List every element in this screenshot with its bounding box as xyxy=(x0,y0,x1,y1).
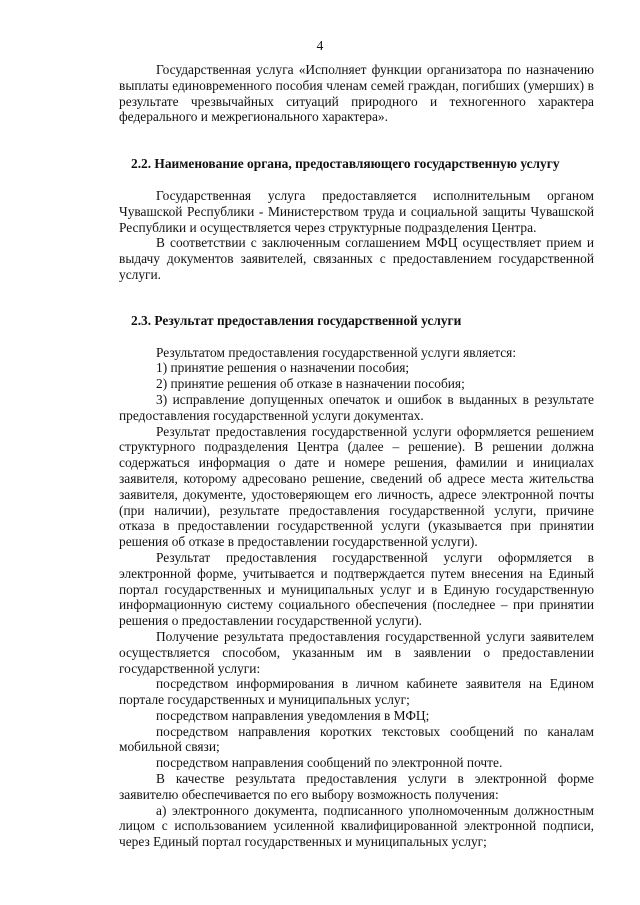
list-item: 1) принятие решения о назначении пособия; xyxy=(156,360,410,376)
list-item: посредством направления сообщений по электронной почте. xyxy=(156,755,503,771)
page-number: 4 xyxy=(316,38,324,53)
intro-paragraph: Государственная услуга «Исполняет функции организатора по назначению выплаты единовременного пособия членам семей граждан, погибших (умерших) в результате чрезвычайных ситуаций природного и техногенного характера федерального и межрегионального характера». xyxy=(119,62,594,125)
paragraph: Результатом предоставления государственной услуги является: xyxy=(156,344,517,360)
list-item: посредством направления уведомления в МФЦ; xyxy=(156,707,430,723)
spacer xyxy=(119,172,594,188)
section-heading: 2.2. Наименование органа, предоставляющего государственную услугу xyxy=(131,156,560,172)
list-item: посредством направления коротких текстовых сообщений по каналам мобильной связи; xyxy=(119,723,594,755)
paragraph: В соответствии с заключенным соглашением МФЦ осуществляет прием и выдачу документов заявителей, связанных с предоставлением государственной услуги. xyxy=(119,235,594,282)
spacer xyxy=(119,329,594,345)
section-2-3 xyxy=(119,313,594,850)
list-item: посредством информирования в личном кабинете заявителя на Едином портале государственных и муниципальных услуг; xyxy=(119,676,594,708)
paragraph: Результат предоставления государственной услуги оформляется в электронной форме, учитывается и подтверждается путем внесения на Единый портал государственных и муниципальных услуг и в Единую государственную информационную систему социального обеспечения (последнее – при принятии решения о предоставлении государственной услуги). xyxy=(119,549,594,629)
list-item: 2) принятие решения об отказе в назначении пособия; xyxy=(156,376,465,392)
list-item: 3) исправление допущенных опечаток и ошибок в выданных в результате предоставления государственной услуги документах. xyxy=(119,391,594,423)
spacer xyxy=(119,283,594,313)
page-content xyxy=(119,62,594,850)
section-heading: 2.3. Результат предоставления государственной услуги xyxy=(131,312,462,328)
paragraph: Результат предоставления государственной услуги оформляется решением структурного подразделения Центра (далее – решение). В решении должна содержаться информация о дате и номере решения, фамилии и инициалах заявителя, которому адресовано решение, сведений об адресе места жительства заявителя, документе, удостоверяющем его личность, адресе электронной почты (при наличии), результате предоставления государственной услуги, причине отказа в предоставлении государственной услуги (указывается при принятии решения об отказе в предоставлении государственной услуги). xyxy=(119,423,594,550)
spacer xyxy=(119,125,594,156)
paragraph: Получение результата предоставления государственной услуги заявителем осуществляется способом, указанным им в заявлении о предоставлении государственной услуги: xyxy=(119,628,594,676)
paragraph: Государственная услуга предоставляется исполнительным органом Чувашской Республики - Министерством труда и социальной защиты Чувашской Республики и осуществляется через структурные подразделения Центра. xyxy=(119,187,594,235)
list-item: а) электронного документа, подписанного уполномоченным должностным лицом с использованием усиленной квалифицированной электронной подписи, через Единый портал государственных и муниципальных услуг; xyxy=(119,802,594,850)
section-2-2 xyxy=(119,156,594,283)
paragraph: В качестве результата предоставления услуги в электронной форме заявителю обеспечивается по его выбору возможность получения: xyxy=(119,771,594,802)
